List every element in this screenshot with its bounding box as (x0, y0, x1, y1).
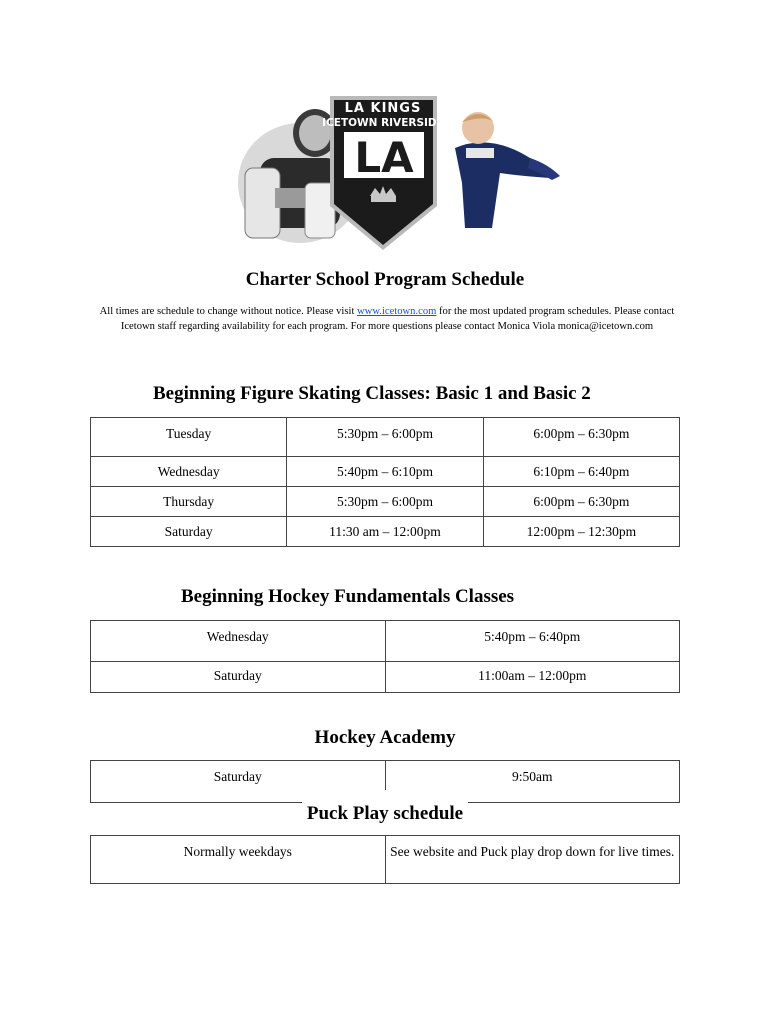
basic1-time-cell: 5:30pm – 6:00pm (287, 487, 483, 517)
basic1-time-cell: 5:30pm – 6:00pm (287, 418, 483, 457)
hockey-section-title: Beginning Hockey Fundamentals Classes (181, 586, 515, 607)
time-cell: 9:50am (385, 761, 680, 803)
basic1-time-cell: 11:30 am – 12:00pm (287, 517, 483, 547)
day-cell: Wednesday (91, 621, 386, 662)
table-row (91, 418, 680, 457)
frequency-cell: Normally weekdays (91, 836, 386, 884)
academy-section-title: Hockey Academy (314, 727, 456, 748)
basic2-time-cell: 6:10pm – 6:40pm (483, 457, 679, 487)
table-row (91, 621, 680, 662)
basic2-time-cell: 12:00pm – 12:30pm (483, 517, 679, 547)
note-cell: See website and Puck play drop down for live times. (385, 836, 680, 884)
day-cell: Wednesday (91, 457, 287, 487)
intro-paragraph: All times are schedule to change without notice. Please visit www.icetown.com for the most updated program schedules. Please contact Icetown staff regarding availability for each program. For more questions please contact Monica Viola monica@icetown.com (99, 306, 675, 332)
svg-text:LA: LA (354, 133, 414, 182)
svg-text:ICETOWN RIVERSIDE: ICETOWN RIVERSIDE (322, 117, 444, 129)
puck-play-table (90, 835, 680, 884)
basic2-time-cell: 6:00pm – 6:30pm (483, 487, 679, 517)
time-cell: 5:40pm – 6:40pm (385, 621, 680, 662)
table-row (91, 487, 680, 517)
table-row (91, 836, 680, 884)
day-cell: Saturday (91, 517, 287, 547)
table-row (91, 457, 680, 487)
svg-text:LA KINGS: LA KINGS (344, 101, 422, 116)
skating-schedule-table (90, 417, 680, 547)
day-cell: Saturday (91, 662, 386, 693)
puck-section-title: Puck Play schedule (306, 803, 464, 824)
la-kings-icetown-logo (230, 88, 560, 258)
skating-section-title: Beginning Figure Skating Classes: Basic 1 and Basic 2 (153, 383, 591, 404)
day-cell: Saturday (91, 761, 386, 803)
day-cell: Thursday (91, 487, 287, 517)
document-title: Charter School Program Schedule (245, 269, 525, 290)
table-row (91, 662, 680, 693)
hockey-schedule-table (90, 620, 680, 693)
basic2-time-cell: 6:00pm – 6:30pm (483, 418, 679, 457)
skater-figure (455, 112, 560, 228)
basic1-time-cell: 5:40pm – 6:10pm (287, 457, 483, 487)
icetown-link[interactable]: www.icetown.com (357, 306, 437, 317)
table-row (91, 517, 680, 547)
day-cell: Tuesday (91, 418, 287, 457)
time-cell: 11:00am – 12:00pm (385, 662, 680, 693)
